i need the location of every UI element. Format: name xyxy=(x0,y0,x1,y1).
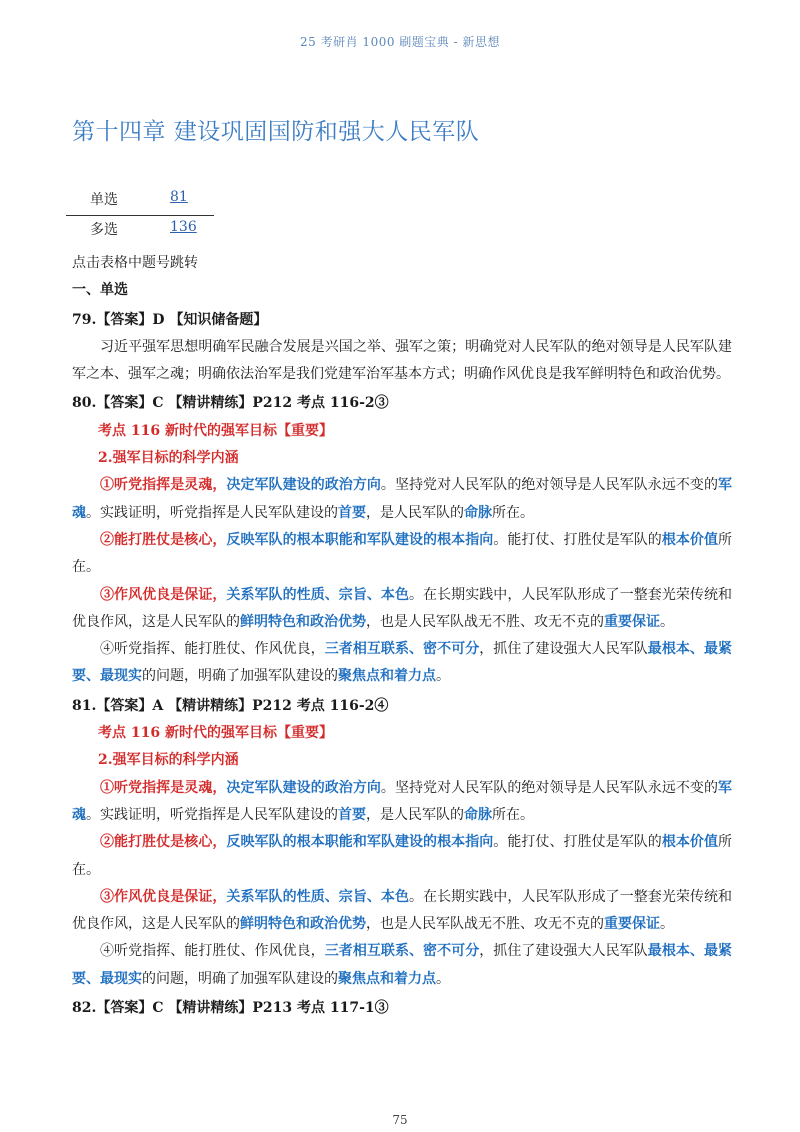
item-text: ，抓住了建设强大人民军队 xyxy=(479,641,648,658)
item-text: 。实践证明，听党指挥是人民军队建设的 xyxy=(86,504,338,521)
answer-82-heading: 82.【答案】C 【精讲精练】P213 考点 117-1③ xyxy=(72,1000,389,1017)
page-number: 75 xyxy=(392,1113,408,1127)
item-text: 。 xyxy=(436,668,450,685)
item-text: 。在长期实践中，人民军队形成了一整套光荣传统和优良作风，这是人民军队的 xyxy=(72,888,733,933)
answer-80-heading: 80.【答案】C 【精讲精练】P212 考点 116-2③ xyxy=(72,395,389,412)
item-key: 鲜明特色和政治优势 xyxy=(240,916,366,933)
item-text: 。能打仗、打胜仗是军队的 xyxy=(493,834,662,851)
item-text: 所在。 xyxy=(492,504,534,521)
item-text: 。能打仗、打胜仗是军队的 xyxy=(493,531,662,548)
item-text: 。坚持党对人民军队的绝对领导是人民军队永远不变的 xyxy=(380,779,719,796)
item-text: ，抓住了建设强大人民军队 xyxy=(479,943,648,960)
item-key: 根本价值 xyxy=(661,531,719,548)
item-key: 关系军队的性质、宗旨、本色 xyxy=(226,888,410,905)
item-text: ，也是人民军队战无不胜、攻无不克的 xyxy=(366,613,604,630)
item-lead: ③作风优良是保证， xyxy=(100,888,227,905)
question-index-table xyxy=(66,186,214,245)
item-lead: ①听党指挥是灵魂， xyxy=(100,779,227,796)
item-text: 。坚持党对人民军队的绝对领导是人民军队永远不变的 xyxy=(380,477,719,494)
item-text: ④听党指挥、能打胜仗、作风优良， xyxy=(100,641,325,658)
item-text: ，是人民军队的 xyxy=(366,806,464,823)
item-text: ④听党指挥、能打胜仗、作风优良， xyxy=(100,943,325,960)
point-subtitle: 2.强军目标的科学内涵 xyxy=(98,752,239,769)
item-key: 军魂 xyxy=(72,477,733,521)
item-text: 。 xyxy=(436,970,450,987)
answer-79-body: 习近平强军思想明确军民融合发展是兴国之举、强军之策；明确党对人民军队的绝对领导是人民军队建军之本、强军之魂；明确依法治军是我们党建军治军基本方式；明确作风优良是我军鲜明特色和政治优势。 xyxy=(72,338,732,383)
point-item-4 xyxy=(72,636,732,691)
item-text: 的问题，明确了加强军队建设的 xyxy=(142,970,338,987)
item-key: 军魂 xyxy=(72,779,733,823)
item-key: 命脉 xyxy=(464,806,492,823)
item-key: 重要保证 xyxy=(604,613,660,630)
item-lead: ③作风优良是保证， xyxy=(100,586,227,603)
toc-link-single[interactable]: 81 xyxy=(170,189,188,205)
point-item-1 xyxy=(72,775,732,830)
point-116-block-b xyxy=(72,720,732,993)
item-key: 关系军队的性质、宗旨、本色 xyxy=(226,586,410,603)
item-text: 。 xyxy=(660,613,674,630)
item-key: 聚焦点和着力点 xyxy=(338,668,436,685)
toc-row-multi xyxy=(66,216,214,245)
item-key: 鲜明特色和政治优势 xyxy=(240,613,366,630)
point-title: 考点 116 新时代的强军目标【重要】 xyxy=(98,725,333,742)
item-text: 的问题，明确了加强军队建设的 xyxy=(142,668,338,685)
point-subtitle: 2.强军目标的科学内涵 xyxy=(98,450,239,467)
section-heading: 一、单选 xyxy=(72,282,128,299)
item-key: 决定军队建设的政治方向 xyxy=(226,779,381,796)
item-text: 所在。 xyxy=(72,834,733,878)
item-text: 所在。 xyxy=(492,806,534,823)
jump-hint: 点击表格中题号跳转 xyxy=(72,255,198,271)
point-item-2 xyxy=(72,527,732,582)
point-item-4 xyxy=(72,938,732,993)
point-116-block-a xyxy=(72,418,732,691)
item-key: 反映军队的根本职能和军队建设的根本指向 xyxy=(226,531,494,548)
point-title: 考点 116 新时代的强军目标【重要】 xyxy=(98,422,333,439)
point-item-1 xyxy=(72,472,732,527)
item-key: 三者相互联系、密不可分 xyxy=(324,943,480,960)
toc-type-label: 多选 xyxy=(90,222,118,238)
toc-row-single xyxy=(66,186,214,216)
answer-81-heading: 81.【答案】A 【精讲精练】P212 考点 116-2④ xyxy=(72,697,389,714)
answer-79-heading: 79.【答案】D 【知识储备题】 xyxy=(72,311,268,328)
point-item-2 xyxy=(72,829,732,884)
item-key: 反映军队的根本职能和军队建设的根本指向 xyxy=(226,834,494,851)
item-text: ，是人民军队的 xyxy=(366,504,464,521)
toc-type-label: 单选 xyxy=(90,192,118,208)
item-key: 聚焦点和着力点 xyxy=(338,970,436,987)
item-key: 首要 xyxy=(338,806,366,823)
toc-link-multi[interactable]: 136 xyxy=(170,219,197,235)
item-key: 决定军队建设的政治方向 xyxy=(226,477,381,494)
item-key: 根本价值 xyxy=(661,834,719,851)
item-key: 三者相互联系、密不可分 xyxy=(324,641,480,658)
item-text: 。在长期实践中，人民军队形成了一整套光荣传统和优良作风，这是人民军队的 xyxy=(72,586,733,630)
item-lead: ①听党指挥是灵魂， xyxy=(100,477,227,494)
page-content xyxy=(72,250,732,1022)
item-key: 最根本、最紧要、最现实 xyxy=(72,641,733,685)
item-lead: ②能打胜仗是核心， xyxy=(100,834,227,851)
item-key: 命脉 xyxy=(464,504,492,521)
point-item-3 xyxy=(72,582,732,637)
item-key: 最根本、最紧要、最现实 xyxy=(72,943,733,987)
item-text: 。实践证明，听党指挥是人民军队建设的 xyxy=(86,806,338,823)
point-item-3 xyxy=(72,884,732,939)
chapter-title: 第十四章 建设巩固国防和强大人民军队 xyxy=(72,119,480,145)
item-key: 重要保证 xyxy=(604,916,660,933)
running-header: 25 考研肖 1000 刷题宝典 - 新思想 xyxy=(300,35,500,49)
item-text: ，也是人民军队战无不胜、攻无不克的 xyxy=(366,916,604,933)
item-key: 首要 xyxy=(338,504,366,521)
item-text: 所在。 xyxy=(72,531,733,576)
item-lead: ②能打胜仗是核心， xyxy=(100,531,227,548)
item-text: 。 xyxy=(660,916,674,933)
